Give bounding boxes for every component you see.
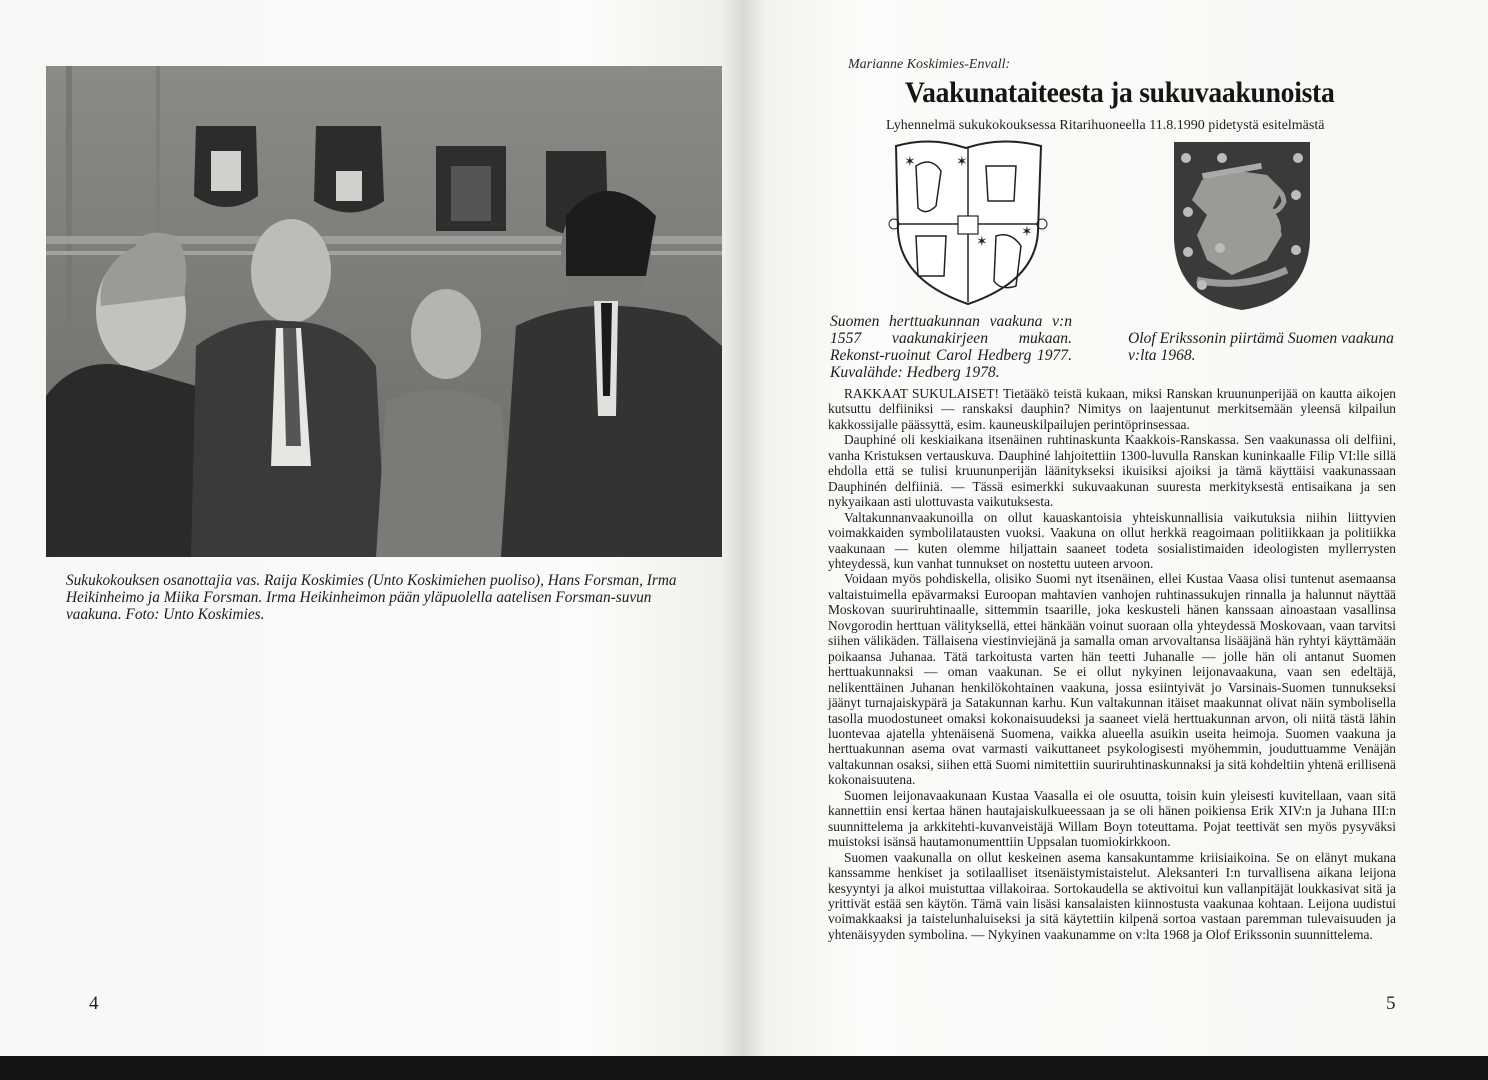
coat-of-arms-plaque-2 [314,126,384,213]
finland-coat-of-arms-figure [1172,140,1312,312]
left-page [0,0,744,1056]
duchy-coat-of-arms-icon [886,136,1051,308]
paragraph: Dauphiné oli keskiaikana itsenäinen ruhtinaskunta Kaakkois-Ranskassa. Sen vaakunassa oli delfiini, vanha Kristuksen vertauskuva. Dauphiné lahjoitettiin 1300-luvulla Ranskan kuninkaalle Filip VI:lle sillä ehdolla että se tulisi kruununperijän läänitykseksi ikuisiksi ajoiksi ja tämä käyttäisi vaakunassaan Dauphinén delfiiniä. — Tässä esimerkki sukuvaakunan suuresta merkityksestä entisaikana ja sen nykyaikaan asti ulottuvasta vaikutuksesta. [828,432,1396,510]
svg-text:✶: ✶ [956,155,968,170]
paragraph: Valtakunnanvaakunoilla on ollut kauaskantoisia yhteiskunnallisia vaikutuksia niihin liittyvien voimakkaiden symbolilatausten vuoksi. Vaakuna on ollut herkkä reagoimaan politiikkaan ja politiikka vaakunaan — kuten olemme hiljattain saaneet todeta sosialistimaiden ideologisten myllerrysten yhteydessä, kun vanhat tunnukset on nostettu uuteen arvoon. [828,509,1396,571]
paragraph: Voidaan myös pohdiskella, olisiko Suomi nyt itsenäinen, ellei Kustaa Vaasa olisi tuntenut asemaansa valtaistuimella epävarmaksi Euroopan mahtavien vanhojen ruhtinassukujen rinnalla ja halunnut näyttää Moskovan suuriruhtinaalle, sittemmin tsaarille, joka keskusteli hänen kanssaan ainoastaan vasallinsa Novgorodin herttuan välityksellä, ettei hänkään voinut suoraan olla yhteydessä Moskovaan, vaan tarvitsi siihen välikäden. Tällaisena viestinviejänä ja samalla oman arvovaltansa lisääjänä hän ryhtyi käyttämään poikaansa Juhanaa. Tätä tarkoitusta varten hän teetti Juhanalle — jolle hän oli antanut Suomen herttuakunnaksi — oman vaakunan. Se ei ollut nykyinen leijonavaakuna, vaan sen edeltäjä, nelikenttäinen Juhanan henkilökohtainen vaakuna, jossa esiintyivät jo Varsinais-Suomen tunnukseksi jäänyt turnajaiskypärä ja Satakunnan karhu. Kun valtakunnan itäiset maakunnat olivat näin symbolisella tasolla muodostuneet omaksi kokonaisuudeksi ja saaneet vielä herttuakunnan arvon, oli niitä tästä lähin luontevaa ajatella yhtenäisenä Suomena, vaikka alueella asuikin useita heimoja. Suomen vaakuna ja herttuakunnan asema ovat varmasti vaikuttaneet psykologisesti myöhemmin, jouduttuamme Venäjän valtakunnan osaksi, siihen että Suomi nimitettiin suuriruhtinaskunnaksi ja sitä kohdeltiin yhtenä erillisenä kokonaisuutena. [828,571,1396,788]
paragraph: Suomen leijonavaakunaan Kustaa Vaasalla ei ole osuutta, toisin kuin yleisesti kuvitellaan, vaan sitä kannettiin ensi kertaa hänen hautajaiskulkueessaan ja se oli hänen poikiensa Erik XIV:n ja Juhana III:n suunnittelema ja arkkitehti-kuvanveistäjä Willam Boyn toteuttama. Pojat teettivät sen myös pysyväksi muistoksi isänsä hautamonumenttiin Uppsalan tuomiokirkkoon. [828,787,1396,850]
duchy-coat-of-arms-figure [886,136,1051,308]
page-number-right: 5 [1386,993,1396,1014]
page-number-left: 4 [89,993,99,1014]
scan-background [0,1056,1488,1080]
duchy-coat-of-arms-caption: Suomen herttuakunnan vaakuna v:n 1557 vaakunakirjeen mukaan. Rekonst-ruoinut Carol Hedberg 1977. Kuvalähde: Hedberg 1978. [830,313,1072,381]
svg-text:✶: ✶ [1021,225,1033,240]
article-author: Marianne Koskimies-Envall: [848,57,1011,72]
coat-of-arms-plaque-3 [436,146,506,231]
paragraph: Suomen vaakunalla on ollut keskeinen asema kansakuntamme kriisiaikoina. Se on elänyt mukana kanssamme henkiset ja sotilaalliset itsenäistymistaistelut. Aleksanteri I:n turvallisena aikana leijona kesyyntyi ja alkoi muistuttaa villakoiraa. Sortokaudella se aktivoitui kun vallanpitäjät loukkasivat sitä ja yrittivät estää sen käytön. Tämä vain lisäsi kansalaisten kiinnostusta vaakunaa kohtaan. Leijona uudistui voimakkaaksi ja taistelunhaluiseksi ja sitä käytettiin kilpenä sortoa vastaan paremman tulevaisuuden ja yhtenäisyyden symbolina. — Nykyinen vaakunamme on v:lta 1968 ja Olof Erikssonin suunnittelema. [828,849,1396,942]
article-body [828,386,1396,942]
photo-caption: Sukukokouksen osanottajia vas. Raija Koskimies (Unto Koskimiehen puoliso), Hans Forsman, Irma Heikinheimo ja Miika Forsman. Irma Heikinheimon pään yläpuolella aatelisen Forsman-suvun vaakuna. Foto: Unto Koskimies. [66,572,677,623]
paragraph: RAKKAAT SUKULAISET! Tietääkö teistä kukaan, miksi Ranskan kruununperijää on kautta aikojen kutsuttu delfiiniksi — ranskaksi dauphin? Nimitys on laajentunut merkitsemään yleensä kilpailun kakkossijalle päässyttä, esim. kauneuskilpailujen perintöprinsessaa. [828,386,1396,432]
photo-illustration [46,66,722,557]
coat-of-arms-plaque-1 [194,126,258,207]
finland-lion-coat-of-arms-icon [1172,140,1312,312]
article-subtitle: Lyhennelmä sukukokouksessa Ritarihuoneella 11.8.1990 pidetystä esitelmästä [886,118,1325,133]
svg-text:✶: ✶ [904,155,916,170]
svg-text:✶: ✶ [976,235,988,250]
finland-coat-of-arms-caption: Olof Erikssonin piirtämä Suomen vaakuna v:lta 1968. [1128,330,1394,364]
article-title: Vaakunataiteesta ja sukuvaakunoista [905,76,1335,109]
group-photo [46,66,722,557]
